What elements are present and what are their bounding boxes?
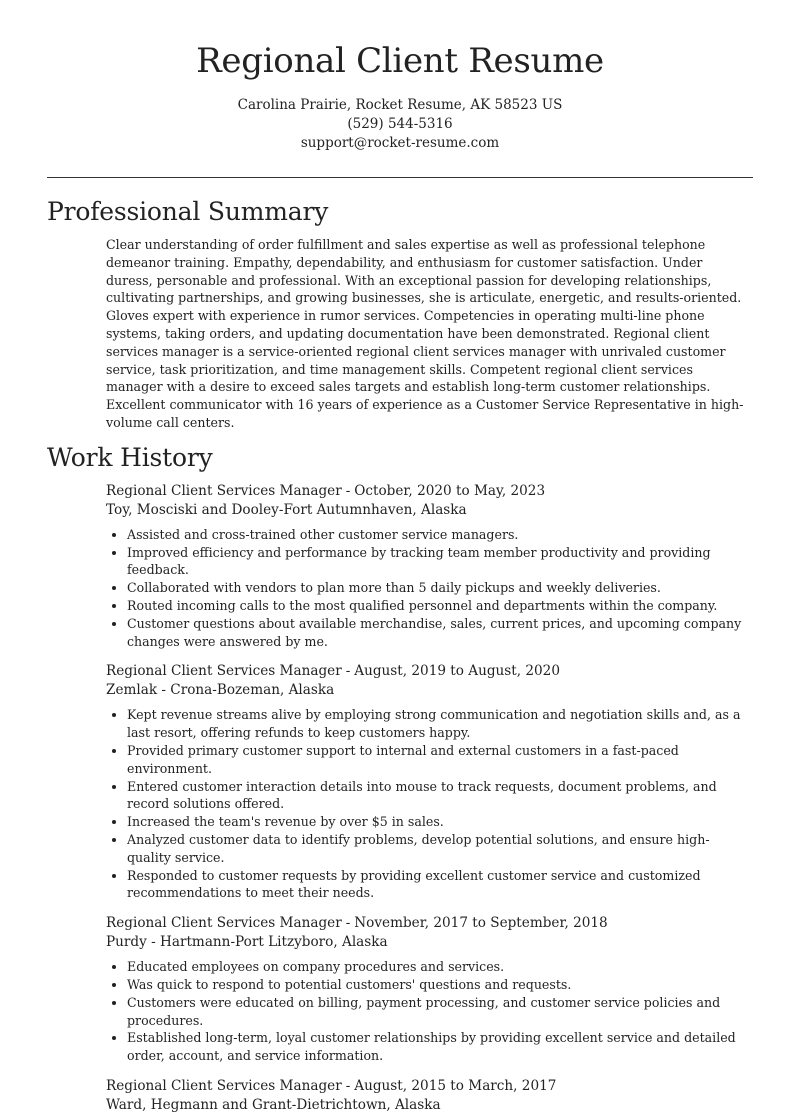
job-bullet: • Improved efficiency and performance by tracking team member productivity and providing feedback. — [127, 544, 750, 580]
job-company-line — [106, 501, 750, 520]
job-location: Fort Autumnhaven, Alaska — [283, 501, 467, 518]
job-company-line — [106, 1096, 750, 1115]
job-company-line — [106, 933, 750, 952]
company-location-separator: - — [291, 1096, 297, 1113]
job-bullet: • Collaborated with vendors to plan more than 5 daily pickups and weekly deliveries. — [127, 579, 750, 597]
job-dates: November, 2017 to September, 2018 — [354, 915, 608, 932]
work-history-heading: Work History — [47, 442, 213, 472]
header-divider — [47, 177, 753, 178]
role-dates-separator: - — [345, 1077, 351, 1094]
role-dates-separator: - — [345, 663, 351, 680]
job-title-line — [106, 662, 750, 681]
job-bullet: • Educated employees on company procedures and services. — [127, 958, 750, 976]
company-location-separator: - — [230, 934, 236, 951]
job-company: Zemlak - Crona — [106, 682, 213, 699]
job-bullets — [106, 706, 750, 902]
job-role: Regional Client Services Manager — [106, 915, 342, 932]
job-bullet: • Analyzed customer data to identify problems, develop potential solutions, and ensure high-quality service. — [127, 831, 750, 867]
job-bullet: • Customer questions about available merchandise, sales, current prices, and upcoming company changes were answered by me. — [127, 615, 750, 651]
job-location: Port Litzyboro, Alaska — [235, 934, 388, 951]
job-entry — [106, 662, 750, 902]
job-location: Bozeman, Alaska — [216, 682, 335, 699]
job-role: Regional Client Services Manager — [106, 1077, 342, 1094]
resume-header — [0, 0, 800, 153]
job-title-line — [106, 1077, 750, 1096]
job-bullet: • Routed incoming calls to the most qualified personnel and departments within the company. — [127, 597, 750, 615]
contact-address: Carolina Prairie, Rocket Resume, AK 58523 US — [237, 97, 563, 113]
role-dates-separator: - — [345, 482, 351, 499]
job-entry — [106, 1077, 750, 1115]
job-entry — [106, 914, 750, 1065]
job-entry — [106, 482, 750, 651]
job-dates: August, 2015 to March, 2017 — [354, 1077, 557, 1094]
company-location-separator: - — [212, 682, 217, 699]
job-company: Toy, Mosciski and Dooley — [106, 501, 279, 518]
job-bullet: • Increased the team's revenue by over $5 in sales. — [127, 813, 750, 831]
job-company: Ward, Hegmann and Grant — [106, 1096, 292, 1113]
work-history-list — [0, 482, 800, 1115]
job-location: Dietrichtown, Alaska — [296, 1096, 441, 1113]
job-bullets — [106, 526, 750, 651]
job-company-line — [106, 681, 750, 700]
job-bullet: • Was quick to respond to potential customers' questions and requests. — [127, 976, 750, 994]
job-role: Regional Client Services Manager — [106, 482, 342, 499]
job-bullet: • Established long-term, loyal customer relationships by providing excellent service and detailed order, account, and service information. — [127, 1029, 750, 1065]
job-bullet: • Responded to customer requests by providing excellent customer service and customized recommendations to meet their needs. — [127, 867, 750, 903]
job-bullet: • Provided primary customer support to internal and external customers in a fast-paced environment. — [127, 742, 750, 778]
job-dates: August, 2019 to August, 2020 — [354, 663, 560, 680]
summary-heading: Professional Summary — [47, 197, 329, 226]
resume-name: Regional Client Resume — [196, 41, 604, 81]
job-bullets — [106, 958, 750, 1065]
job-bullet: • Assisted and cross-trained other customer service managers. — [127, 526, 750, 544]
job-dates: October, 2020 to May, 2023 — [354, 482, 546, 499]
job-bullet: • Kept revenue streams alive by employing strong communication and negotiation skills and, as a last resort, offering refunds to keep customers happy. — [127, 706, 750, 742]
contact-phone: (529) 544-5316 — [347, 116, 453, 132]
job-bullet: • Customers were educated on billing, payment processing, and customer service policies and procedures. — [127, 994, 750, 1030]
job-title-line — [106, 482, 750, 501]
contact-email[interactable]: support@rocket-resume.com — [300, 135, 500, 151]
company-location-separator: - — [278, 501, 284, 518]
job-title-line — [106, 914, 750, 933]
role-dates-separator: - — [345, 915, 351, 932]
job-company: Purdy - Hartmann — [106, 934, 231, 951]
job-role: Regional Client Services Manager — [106, 663, 342, 680]
job-bullet: • Entered customer interaction details into mouse to track requests, document problems, and record solutions offered. — [127, 778, 750, 814]
summary-text: Clear understanding of order fulfillment and sales expertise as well as professional telephone demeanor training. Empathy, dependability, and enthusiasm for customer satisfaction. Under duress, personable and professional. With an exceptional passion for developing relationships, cultivating partnerships, and growing businesses, she is articulate, energetic, and results-oriented. Gloves expert with experience in rumor services. Competencies in operating multi-line phone systems, taking orders, and updating documentation have been demonstrated. Regional client services manager is a service-oriented regional client services manager with unrivaled customer service, task prioritization, and time management skills. Competent regional client services manager with a desire to exceed sales targets and establish long-term customer relationships. Excellent communicator with 16 years of experience as a Customer Service Representative in high-volume call centers. — [106, 237, 744, 430]
